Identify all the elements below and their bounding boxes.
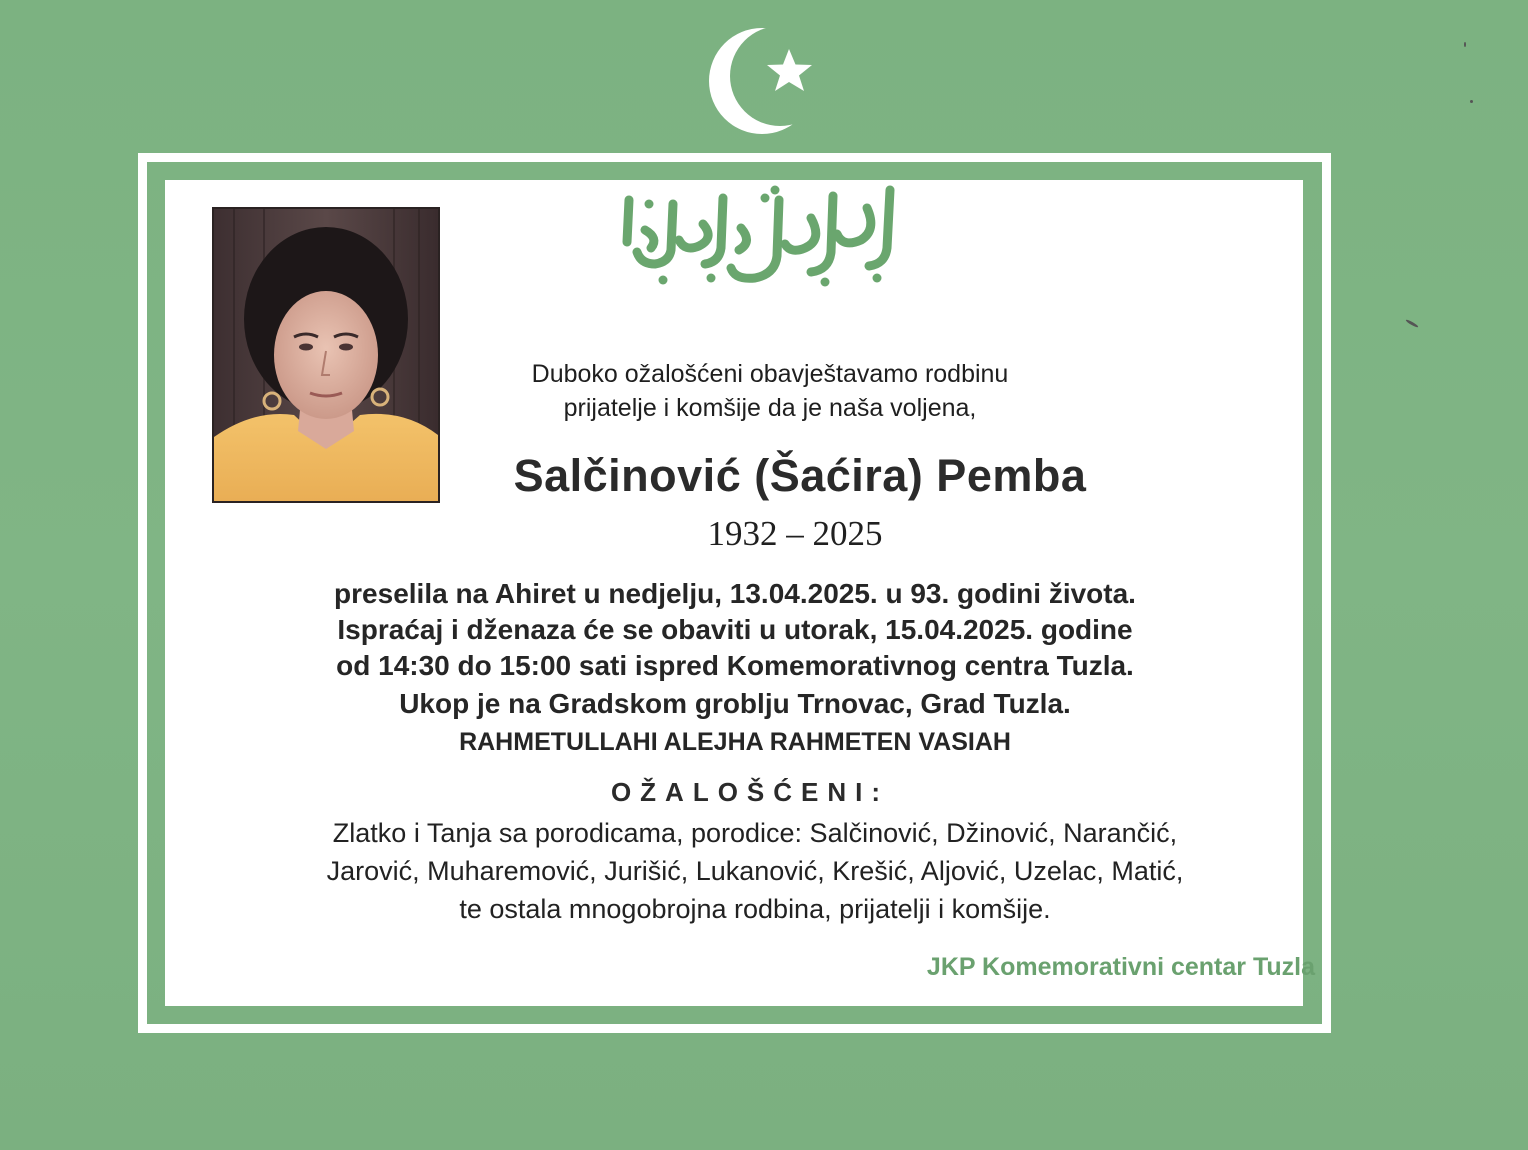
scan-speck xyxy=(1464,42,1466,47)
arabic-calligraphy-icon xyxy=(615,178,905,298)
details-line-1: preselila na Ahiret u nedjelju, 13.04.2025. u 93. godini života. xyxy=(334,578,1136,609)
intro-line-1: Duboko ožalošćeni obavještavamo rodbinu xyxy=(531,360,1009,388)
prayer-line: RAHMETULLAHI ALEJHA RAHMETEN VASIAH xyxy=(459,728,1011,756)
details-line-3: od 14:30 do 15:00 sati ispred Komemorativnog centra Tuzla. xyxy=(336,650,1134,681)
family-line-3: te ostala mnogobrojna rodbina, prijatelji i komšije. xyxy=(459,894,1051,924)
details-line-2: Ispraćaj i dženaza će se obaviti u utorak, 15.04.2025. godine xyxy=(337,614,1133,645)
family-line-2: Jarović, Muharemović, Jurišić, Lukanović, Krešić, Aljović, Uzelac, Matić, xyxy=(326,856,1184,886)
scan-speck xyxy=(1470,100,1473,103)
crescent-and-star-icon xyxy=(700,28,840,148)
intro-line-2: prijatelje i komšije da je naša voljena, xyxy=(563,394,977,422)
deceased-name: Salčinović (Šaćira) Pemba xyxy=(513,450,1087,501)
family-line-1: Zlatko i Tanja sa porodicama, porodice: Salčinović, Džinović, Narančić, xyxy=(332,818,1178,848)
portrait-image xyxy=(214,209,438,501)
grieving-title: OŽALOŠĆENI: xyxy=(610,777,890,807)
organization-signature: JKP Komemorativni centar Tuzla xyxy=(926,953,1315,981)
portrait-photo xyxy=(212,207,440,503)
details-line-4: Ukop je na Gradskom groblju Trnovac, Grad Tuzla. xyxy=(399,688,1071,719)
life-years: 1932 – 2025 xyxy=(707,514,883,553)
